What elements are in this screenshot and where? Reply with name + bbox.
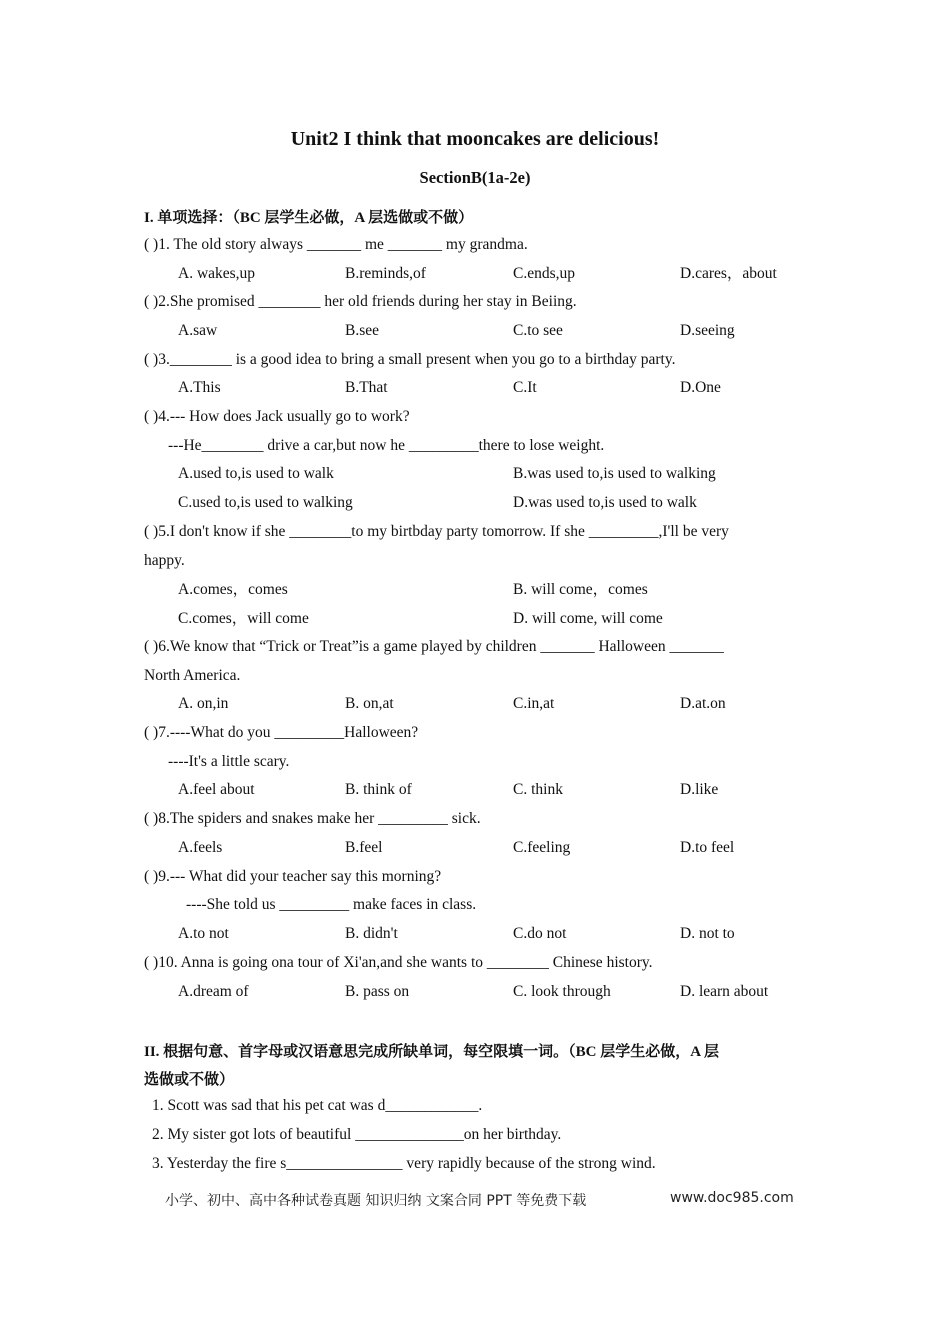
question-4-option-c: C.used to,is used to walking <box>178 494 353 511</box>
question-5-stem-line2: happy. <box>144 552 185 569</box>
question-4-stem-line2: ---He________ drive a car,but now he _________there to lose weight. <box>168 437 605 454</box>
question-9-option-a: A.to not <box>178 925 229 942</box>
question-2-option-b: B.see <box>345 322 380 339</box>
question-4-option-b: B.was used to,is used to walking <box>513 465 716 482</box>
question-7-option-c: C. think <box>513 781 563 798</box>
question-3-option-d: D.One <box>680 379 721 396</box>
question-1-option-c: C.ends,up <box>513 265 575 282</box>
fill-item-3: 3. Yesterday the fire s_______________ very rapidly because of the strong wind. <box>152 1155 656 1172</box>
question-8-option-a: A.feels <box>178 839 223 856</box>
question-6-option-b: B. on,at <box>345 695 394 712</box>
question-4-stem: ( )4.--- How does Jack usually go to work? <box>144 408 410 425</box>
question-2-option-d: D.seeing <box>680 322 735 339</box>
question-9-stem: ( )9.--- What did your teacher say this morning? <box>144 868 442 885</box>
question-1-option-b: B.reminds,of <box>345 265 426 282</box>
question-10-stem: ( )10. Anna is going ona tour of Xi'an,and she wants to ________ Chinese history. <box>144 954 653 971</box>
question-5-option-a: A.comes，comes <box>178 581 288 598</box>
section2-heading: II. 根据句意、首字母或汉语意思完成所缺单词，每空限填一词。（BC 层学生必做，A 层 <box>144 1044 720 1060</box>
question-5-option-d: D. will come, will come <box>513 610 663 627</box>
question-1-option-d: D.cares，about <box>680 265 777 282</box>
question-10-option-c: C. look through <box>513 983 611 1000</box>
question-6-option-c: C.in,at <box>513 695 555 712</box>
page-subtitle: SectionB(1a-2e) <box>419 168 531 187</box>
question-2-option-c: C.to see <box>513 322 563 339</box>
question-8-option-b: B.feel <box>345 839 383 856</box>
question-5-option-c: C.comes，will come <box>178 610 309 627</box>
section1-heading: I. 单项选择：（BC 层学生必做，A 层选做或不做） <box>144 210 474 226</box>
question-8-option-d: D.to feel <box>680 839 735 856</box>
question-9-stem-line2: ----She told us _________ make faces in class. <box>186 896 477 913</box>
footer-text: 小学、初中、高中各种试卷真题 知识归纳 文案合同 PPT 等免费下载 <box>165 1193 587 1209</box>
question-9-option-d: D. not to <box>680 925 735 942</box>
question-8-stem: ( )8.The spiders and snakes make her _________ sick. <box>144 810 481 827</box>
question-4-option-d: D.was used to,is used to walk <box>513 494 697 511</box>
question-6-option-a: A. on,in <box>178 695 229 712</box>
question-3-option-a: A.This <box>178 379 221 396</box>
question-7-option-d: D.like <box>680 781 719 798</box>
question-3-stem: ( )3.________ is a good idea to bring a small present when you go to a birthday party. <box>144 351 676 368</box>
question-10-option-d: D. learn about <box>680 983 769 1000</box>
question-8-option-c: C.feeling <box>513 839 571 856</box>
footer-url: www.doc985.com <box>670 1190 794 1206</box>
question-7-stem: ( )7.----What do you _________Halloween? <box>144 724 419 741</box>
question-4-option-a: A.used to,is used to walk <box>178 465 334 482</box>
question-6-stem-line2: North America. <box>144 667 241 684</box>
question-2-stem: ( )2.She promised ________ her old friends during her stay in Beiing. <box>144 293 577 310</box>
page-title: Unit2 I think that mooncakes are delicious! <box>290 128 660 150</box>
question-2-option-a: A.saw <box>178 322 218 339</box>
question-6-stem: ( )6.We know that “Trick or Treat”is a game played by children _______ Halloween _______ <box>144 638 724 655</box>
question-3-option-c: C.It <box>513 379 537 396</box>
question-1-stem: ( )1. The old story always _______ me _______ my grandma. <box>144 236 528 253</box>
question-10-option-b: B. pass on <box>345 983 410 1000</box>
fill-item-1: 1. Scott was sad that his pet cat was d____________. <box>152 1097 483 1114</box>
question-6-option-d: D.at.on <box>680 695 726 712</box>
question-1-option-a: A. wakes,up <box>178 265 256 282</box>
question-9-option-c: C.do not <box>513 925 567 942</box>
question-10-option-a: A.dream of <box>178 983 249 1000</box>
fill-item-2: 2. My sister got lots of beautiful ______________on her birthday. <box>152 1126 562 1143</box>
section2-heading-line2: 选做或不做） <box>144 1072 235 1088</box>
question-5-option-b: B. will come，comes <box>513 581 648 598</box>
question-7-stem-line2: ----It's a little scary. <box>168 753 290 770</box>
question-5-stem: ( )5.I don't know if she ________to my birtbday party tomorrow. If she _________,I'll be very <box>144 523 729 540</box>
question-7-option-b: B. think of <box>345 781 412 798</box>
question-9-option-b: B. didn't <box>345 925 398 942</box>
question-3-option-b: B.That <box>345 379 388 396</box>
question-7-option-a: A.feel about <box>178 781 255 798</box>
